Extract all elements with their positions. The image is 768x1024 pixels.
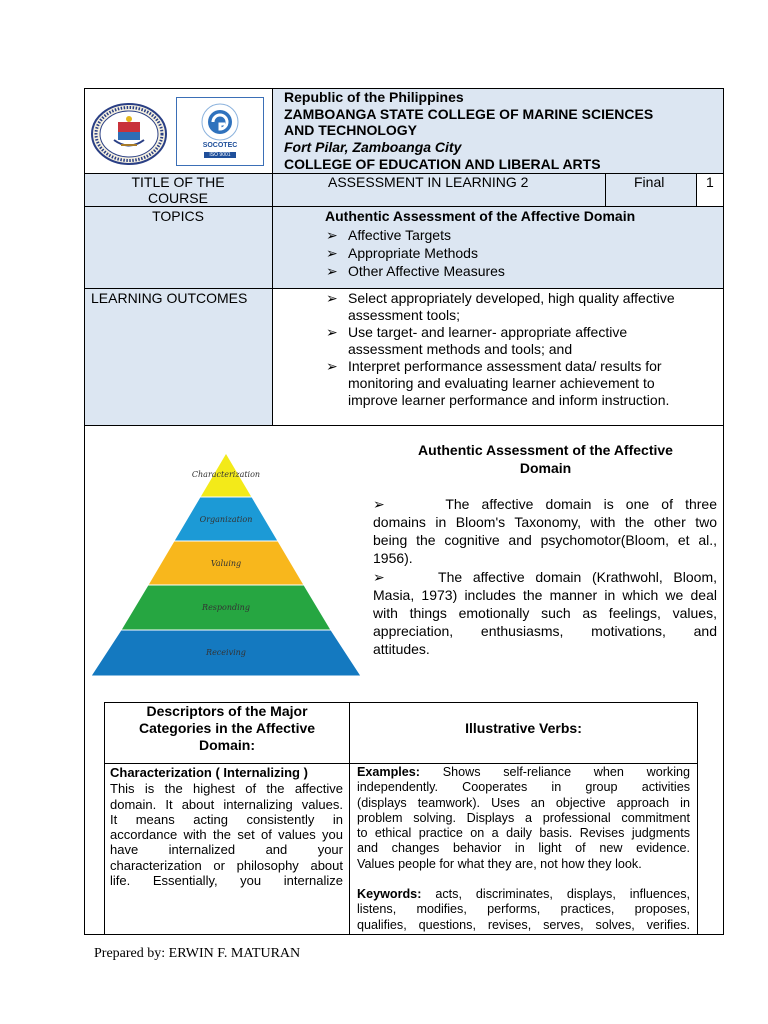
intro-line: Masia, 1973) includes the manner in which we deal — [373, 587, 717, 603]
intro-heading-line2: Domain — [519, 460, 572, 476]
college-seal-logo — [90, 103, 168, 165]
examples-line: and changes behavior in light of new evidence. — [357, 841, 690, 856]
examples-line: Values people for what they are, not how they look. — [357, 856, 642, 871]
intro-line: 1956). — [373, 550, 413, 566]
outcome-text-line: Select appropriately developed, high quality affective — [348, 290, 675, 306]
course-term: Final — [634, 174, 665, 190]
pyramid-label-characterization: Characterization — [191, 470, 261, 479]
topics-item-text: Appropriate Methods — [348, 245, 478, 261]
outcome-text-line: improve learner performance and inform instruction. — [348, 392, 670, 408]
affective-domain-pyramid — [86, 448, 366, 680]
border — [84, 934, 724, 935]
intro-line: being the cognitive and psychomotor(Bloom, et al., — [373, 532, 717, 548]
intro-paragraph-1 — [373, 495, 717, 567]
border — [104, 763, 698, 764]
outcome-text-line: assessment methods and tools; and — [348, 341, 573, 357]
characterization-title: Characterization ( Internalizing ) — [110, 765, 308, 780]
course-label-line1: TITLE OF THE — [131, 174, 225, 190]
outcomes-list — [326, 290, 721, 409]
examples-text: Shows self-reliance when working — [442, 765, 690, 779]
keywords-line: listens, modifies, performs, practices, proposes, — [357, 902, 690, 917]
course-title: ASSESSMENT IN LEARNING 2 — [328, 174, 529, 190]
examples-line: (displays teamwork). Uses an objective approach in — [357, 795, 690, 810]
arrow-bullet-icon: ➢ — [373, 569, 385, 585]
topics-list — [326, 226, 706, 280]
descriptors-header — [105, 703, 349, 754]
arrow-bullet-icon: ➢ — [326, 324, 338, 340]
topics-item — [326, 244, 706, 262]
header-department: COLLEGE OF EDUCATION AND LIBERAL ARTS — [284, 156, 601, 172]
keywords-line: qualifies, questions, revises, serves, solves, verifies. — [357, 917, 690, 932]
intro-line — [373, 568, 717, 586]
characterization-cell — [110, 765, 343, 888]
intro-paragraph-2 — [373, 568, 717, 658]
intro-text: The affective domain is one of three — [445, 496, 717, 512]
examples-line — [357, 765, 690, 780]
header-college-name-1: ZAMBOANGA STATE COLLEGE OF MARINE SCIENCES — [284, 106, 654, 122]
border — [605, 173, 606, 206]
arrow-bullet-icon: ➢ — [326, 263, 338, 279]
socotec-logo-iso: ISO 9001 — [204, 152, 236, 158]
header-college-name-2: AND TECHNOLOGY — [284, 122, 417, 138]
description-line: domain. It about internalizing values. — [110, 796, 343, 812]
verbs-header: Illustrative Verbs: — [465, 720, 582, 736]
description-line: This is the highest of the affective — [110, 781, 343, 797]
border — [696, 173, 697, 206]
examples-label: Examples: — [357, 765, 420, 779]
keywords-line — [357, 887, 690, 902]
spacer — [357, 872, 690, 887]
border — [84, 288, 724, 289]
description-line: characterization or philosophy about — [110, 857, 343, 873]
pyramid-label-responding: Responding — [202, 603, 250, 612]
intro-line: with things emotionally such as feelings, values, — [373, 605, 717, 621]
header-republic: Republic of the Philippines — [284, 89, 464, 105]
topics-item — [326, 226, 706, 244]
outcome-item — [326, 324, 721, 358]
outcome-text-line: assessment tools; — [348, 307, 461, 323]
examples-line: problem solving. Displays a professional commitment — [357, 810, 690, 825]
pyramid-label-organization: Organization — [199, 515, 253, 524]
characterization-description — [110, 781, 343, 888]
arrow-bullet-icon: ➢ — [326, 245, 338, 261]
description-line: accordance with the set of values you — [110, 827, 343, 843]
course-number: 1 — [706, 174, 714, 190]
border — [697, 702, 698, 935]
pyramid-label-valuing: Valuing — [210, 559, 242, 568]
keywords-label: Keywords: — [357, 887, 422, 902]
header-location: Fort Pilar, Zamboanga City — [284, 139, 462, 155]
border — [723, 88, 724, 935]
intro-heading-line1: Authentic Assessment of the Affective — [418, 442, 673, 458]
intro-line: attitudes. — [373, 641, 430, 657]
socotec-logo-name: SOCOTEC — [202, 142, 238, 149]
descriptors-header-line: Descriptors of the Major — [146, 703, 308, 719]
outcome-text-line: Use target- and learner- appropriate affective — [348, 324, 628, 340]
keywords-text: acts, discriminates, displays, influences, — [435, 887, 691, 902]
topics-item — [326, 262, 706, 280]
border — [84, 425, 724, 426]
outcome-text-line: monitoring and evaluating learner achievement to — [348, 375, 655, 391]
socotec-logo — [176, 97, 264, 166]
examples-line: independently. Cooperates in group activities — [357, 780, 690, 795]
descriptors-header-line: Domain: — [199, 737, 255, 753]
pyramid-label-receiving: Receiving — [206, 648, 246, 657]
arrow-bullet-icon: ➢ — [326, 227, 338, 243]
arrow-bullet-icon: ➢ — [373, 496, 385, 512]
intro-line: appreciation, enthusiasms, motivations, and — [373, 623, 717, 639]
prepared-by: Prepared by: ERWIN F. MATURAN — [94, 946, 301, 961]
arrow-bullet-icon: ➢ — [326, 290, 338, 306]
intro-text: The affective domain (Krathwohl, Bloom, — [438, 569, 717, 585]
outcomes-label-cell — [84, 288, 272, 425]
outcomes-label: LEARNING OUTCOMES — [91, 290, 248, 306]
verbs-cell — [357, 765, 690, 933]
examples-line: to ethical practice on a daily basis. Revises judgments — [357, 826, 690, 841]
outcome-item — [326, 290, 721, 324]
description-line: life. Essentially, you internalize — [110, 873, 343, 889]
intro-line: domains in Bloom's Taxonomy, with the other two — [373, 514, 717, 530]
border — [272, 88, 273, 426]
outcome-text-line: Interpret performance assessment data/ results for — [348, 358, 662, 374]
course-label-line2: COURSE — [148, 190, 208, 206]
descriptors-header-line: Categories in the Affective — [138, 720, 316, 736]
topics-item-text: Affective Targets — [348, 227, 451, 243]
topics-label: TOPICS — [152, 208, 204, 224]
topics-heading: Authentic Assessment of the Affective Domain — [325, 208, 636, 224]
arrow-bullet-icon: ➢ — [326, 358, 338, 374]
topics-item-text: Other Affective Measures — [348, 263, 505, 279]
socotec-emblem-icon — [197, 102, 243, 142]
description-line: have internalized and your — [110, 842, 343, 858]
description-line: It means acting consistently in — [110, 811, 343, 827]
intro-line — [373, 495, 717, 513]
outcome-item — [326, 358, 721, 409]
